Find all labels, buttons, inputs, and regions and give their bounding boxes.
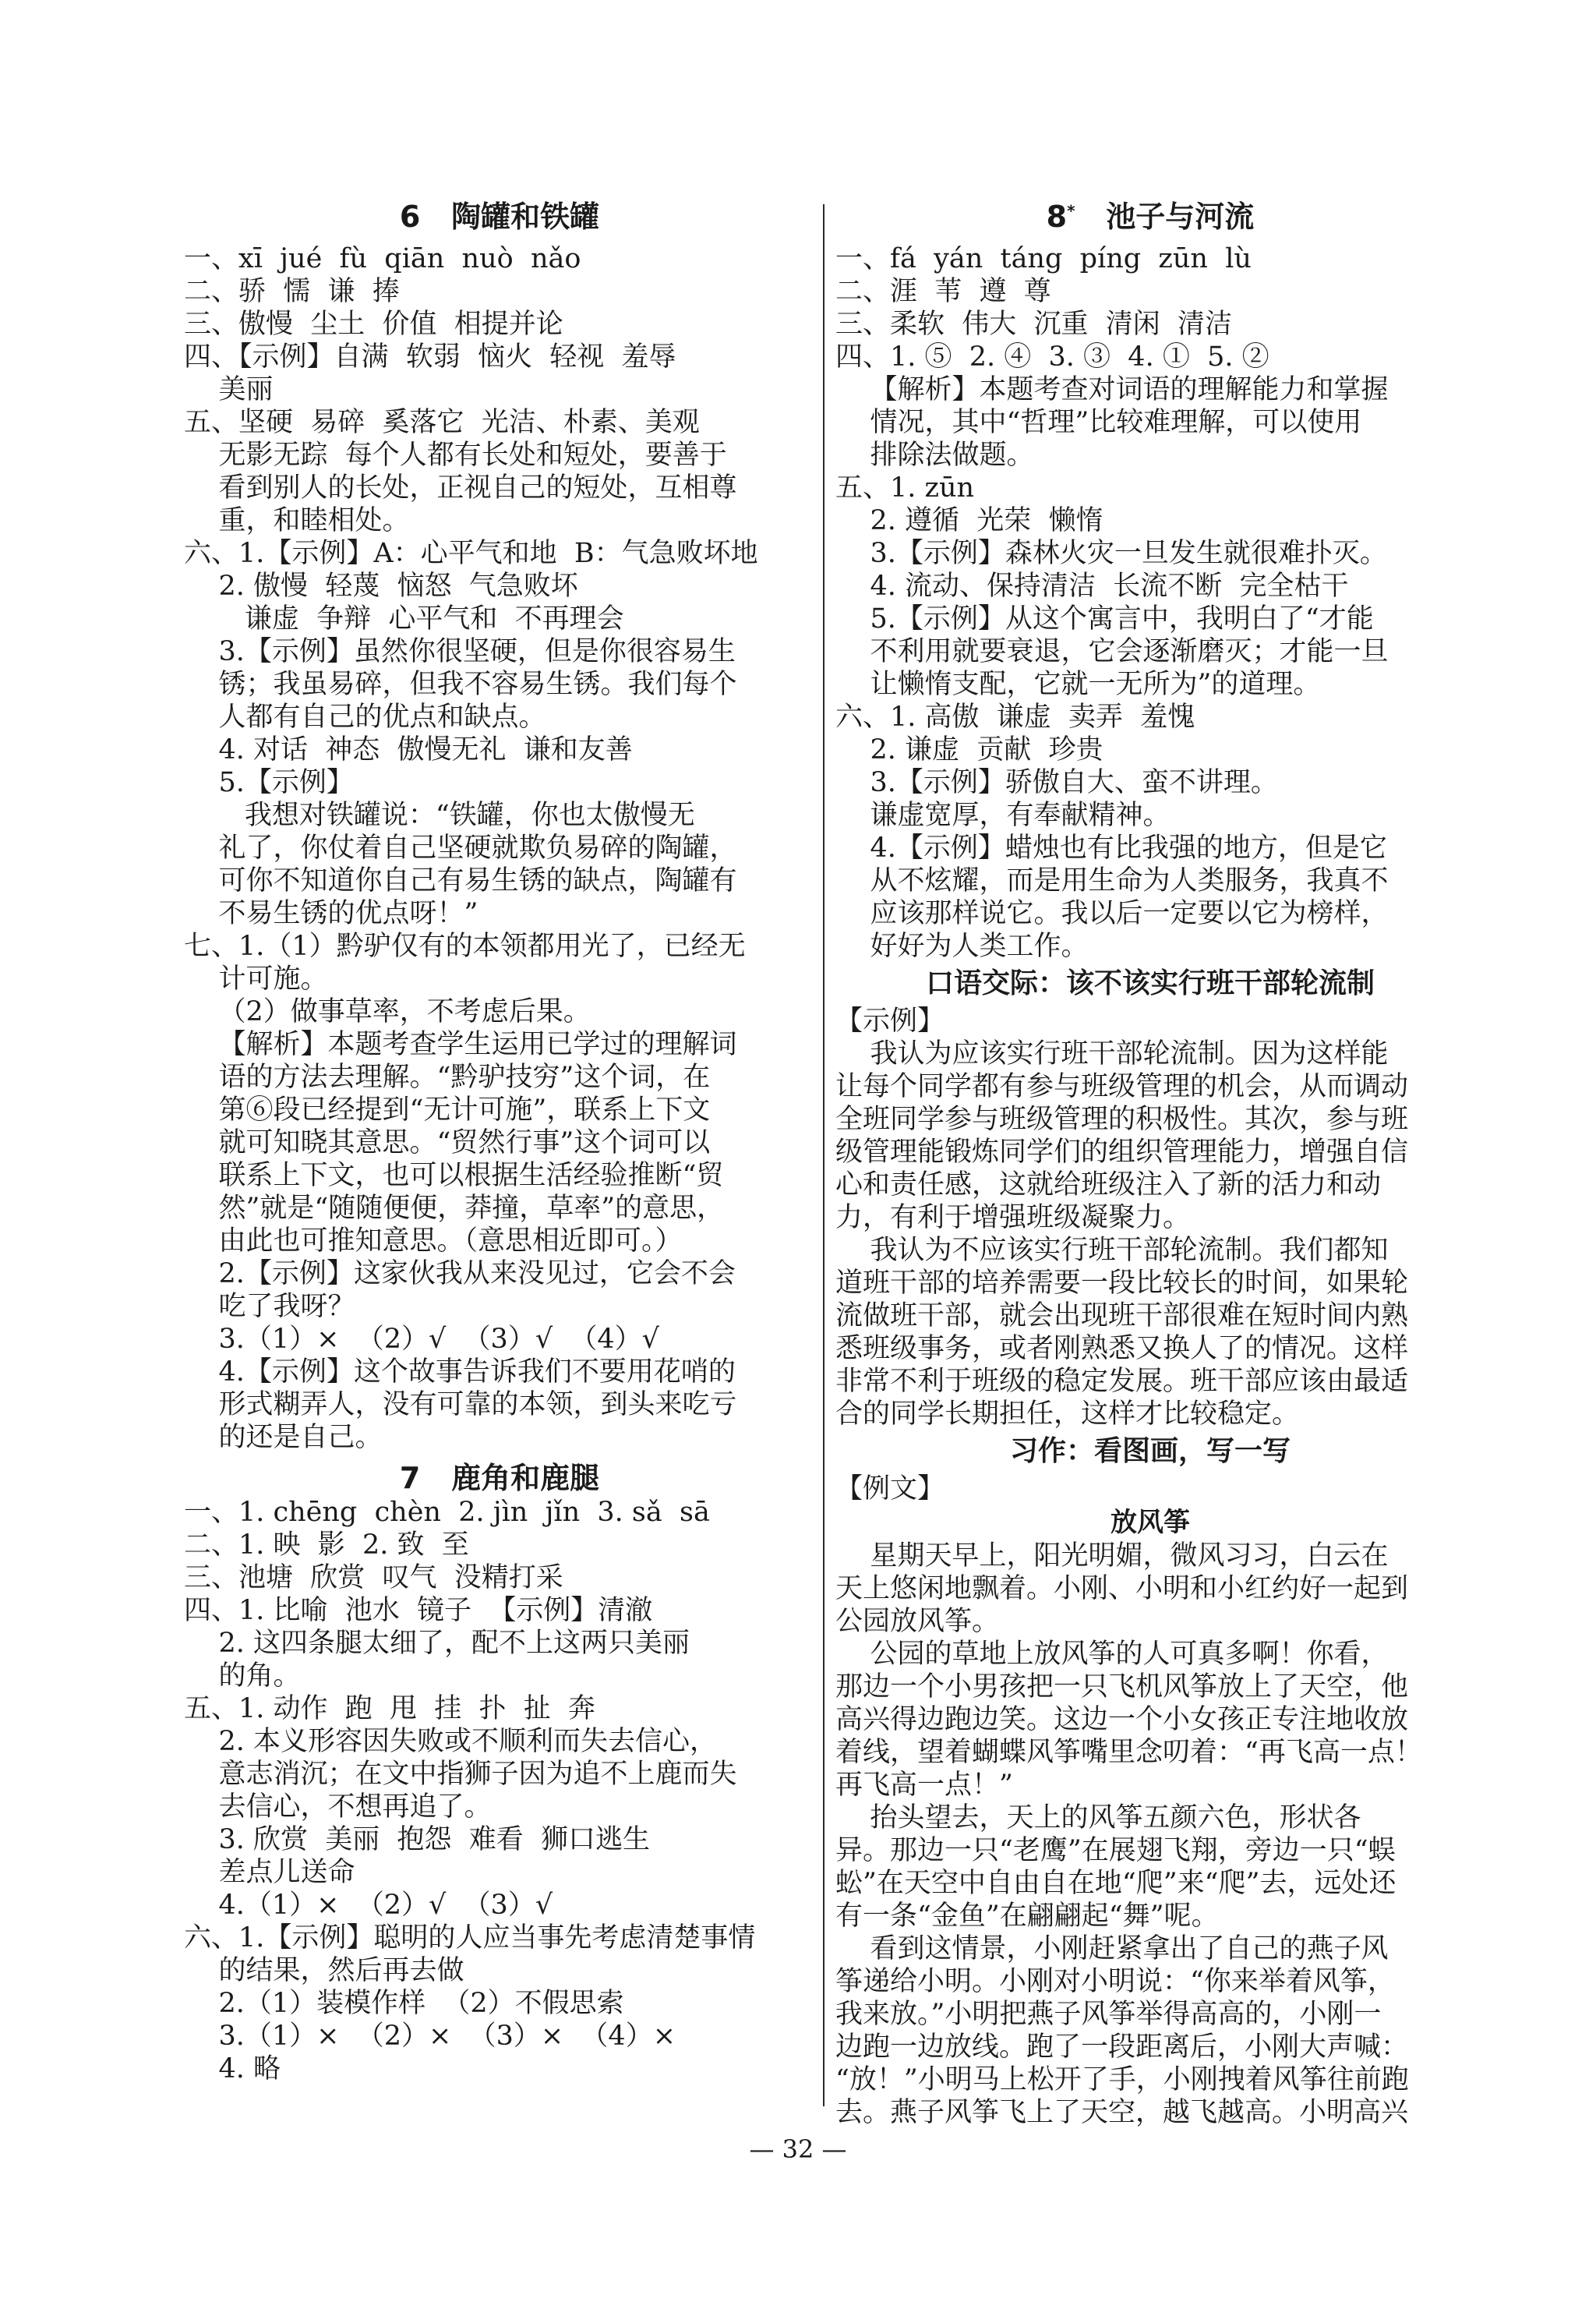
answer-line: 六、1.【示例】聪明的人应当事先考虑清楚事情 xyxy=(184,1922,756,1954)
answer-line: 锈；我虽易碎，但我不容易生锈。我们每个 xyxy=(184,669,737,700)
answer-line: 就可知晓其意思。“贸然行事”这个词可以 xyxy=(184,1127,711,1158)
answer-line: 2. 本义形容因失败或不顺利而失去信心， xyxy=(184,1726,718,1757)
answer-line: 六、1. 高傲 谦虚 卖弄 羞愧 xyxy=(835,702,1195,733)
answer-line: 【解析】本题考查学生运用已学过的理解词 xyxy=(184,1029,737,1060)
lesson-7-name: 鹿角和鹿腿 xyxy=(451,1461,600,1495)
essay-line: 我来放。”小明把燕子风筝举得高高的，小刚一 xyxy=(835,1999,1382,2030)
oral-line: 级管理能锻炼同学们的组织管理能力，增强自信 xyxy=(835,1137,1409,1168)
answer-line: 4. 对话 神态 傲慢无礼 谦和友善 xyxy=(184,734,633,766)
oral-communication-answers xyxy=(835,1005,1465,1430)
oral-line: 心和责任感，这就给班级注入了新的活力和动 xyxy=(835,1169,1382,1200)
answer-line: 语的方法去理解。“黔驴技穷”这个词，在 xyxy=(184,1062,711,1093)
answer-line: 二、涯 苇 遵 尊 xyxy=(835,276,1051,307)
writing-title: 习作：看图画，写一写 xyxy=(1009,1435,1291,1467)
essay-line: 公园的草地上放风筝的人可真多啊！你看， xyxy=(835,1639,1389,1670)
answer-line: 美丽 xyxy=(184,374,274,405)
answer-line: 5.【示例】从这个寓言中，我明白了“才能 xyxy=(835,603,1374,635)
oral-communication-title: 口语交际：该不该实行班干部轮流制 xyxy=(925,967,1375,999)
oral-line: 流做班干部，就会出现班干部很难在短时间内熟 xyxy=(835,1300,1409,1331)
answer-line: 4. 流动、保持清洁 长流不断 完全枯干 xyxy=(835,571,1349,602)
answer-line: 由此也可推知意思。（意思相近即可。） xyxy=(184,1225,683,1257)
essay-title: 放风筝 xyxy=(1110,1507,1190,1538)
oral-line: 让每个同学都有参与班级管理的机会，从而调动 xyxy=(835,1071,1409,1102)
answer-line: 让懒惰支配，它就一无所为”的道理。 xyxy=(835,669,1321,700)
answer-line: 2. 谦虚 贡献 珍贵 xyxy=(835,734,1103,766)
answer-line: 谦虚宽厚，有奉献精神。 xyxy=(835,800,1171,831)
answer-line: 一、1. chēng chèn 2. jìn jǐn 3. sǎ sā xyxy=(184,1497,710,1528)
oral-line: 合的同学长期担任，这样才比较稳定。 xyxy=(835,1398,1300,1430)
answer-line: 四、1. ⑤ 2. ④ 3. ③ 4. ① 5. ② xyxy=(835,341,1269,373)
answer-line: 3.（1）× （2）× （3）× （4）× xyxy=(184,2021,676,2052)
page-number: — 32 — xyxy=(749,2134,847,2164)
essay-line: 再飞高一点！” xyxy=(835,1770,1013,1801)
answer-line: 一、fá yán táng píng zūn lù xyxy=(835,243,1252,274)
essay-line: 异。那边一只“老鹰”在展翅飞翔，旁边一只“蜈 xyxy=(835,1835,1396,1866)
lesson-8-answers xyxy=(835,242,1465,963)
lesson-6-number: 6 xyxy=(399,200,421,234)
answer-line: 2.（1）装模作样 （2）不假思索 xyxy=(184,1988,624,2019)
answer-line: 看到别人的长处，正视自己的短处，互相尊 xyxy=(184,472,737,504)
answer-line: 排除法做题。 xyxy=(835,440,1034,471)
answer-line: 第⑥段已经提到“无计可施”，联系上下文 xyxy=(184,1094,711,1126)
answer-line: 情况，其中“哲理”比较难理解，可以使用 xyxy=(835,407,1362,438)
essay-line: 去。燕子风筝飞上了天空，越飞越高。小明高兴 xyxy=(835,2097,1409,2128)
essay-line: 边跑一边放线。跑了一段距离后，小刚大声喊： xyxy=(835,2031,1409,2063)
essay-line: 天上悠闲地飘着。小刚、小明和小红约好一起到 xyxy=(835,1573,1409,1604)
answer-line: 从不炫耀，而是用生命为人类服务，我真不 xyxy=(835,865,1389,896)
answer-line: 去信心，不想再追了。 xyxy=(184,1791,492,1823)
essay-line: 筝递给小明。小刚对小明说：“你来举着风筝， xyxy=(835,1966,1395,1997)
answer-line: 联系上下文，也可以根据生活经验推断“贸 xyxy=(184,1160,724,1191)
answer-line: 2. 这四条腿太细了，配不上这两只美丽 xyxy=(184,1628,690,1659)
answer-line: 的结果，然后再去做 xyxy=(184,1955,464,1986)
essay-line: 看到这情景，小刚赶紧拿出了自己的燕子风 xyxy=(835,1933,1389,1964)
answer-line: 【解析】本题考查对词语的理解能力和掌握 xyxy=(835,374,1389,405)
answer-line: 不易生锈的优点呀！” xyxy=(184,898,478,929)
answer-line: 差点儿送命 xyxy=(184,1857,355,1888)
essay-line: 公园放风筝。 xyxy=(835,1606,1000,1637)
answer-line: 三、柔软 伟大 沉重 清闲 清洁 xyxy=(835,309,1233,340)
answer-line: 不利用就要衰退，它会逐渐磨灭；才能一旦 xyxy=(835,636,1389,667)
lesson-7-answers xyxy=(184,1496,815,2085)
lesson-6-title xyxy=(184,199,815,235)
answer-line: 三、池塘 欣赏 叹气 没精打采 xyxy=(184,1562,563,1593)
lesson-8-name: 池子与河流 xyxy=(1106,200,1255,234)
answer-line: 应该那样说它。我以后一定要以它为榜样， xyxy=(835,898,1389,929)
answer-line: 3. 欣赏 美丽 抱怨 难看 狮口逃生 xyxy=(184,1824,651,1855)
lesson-6-name: 陶罐和铁罐 xyxy=(451,200,600,234)
answer-line: （2）做事草率，不考虑后果。 xyxy=(184,996,591,1027)
answer-line: 我想对铁罐说：“铁罐，你也太傲慢无 xyxy=(184,800,695,831)
answer-line: 谦虚 争辩 心平气和 不再理会 xyxy=(184,603,624,635)
answer-line: 2. 傲慢 轻蔑 恼怒 气急败坏 xyxy=(184,571,578,602)
answer-line: 四、1. 比喻 池水 镜子 【示例】清澈 xyxy=(184,1595,653,1626)
answer-line: 2.【示例】这家伙我从来没见过，它会不会 xyxy=(184,1258,736,1289)
oral-line: 【示例】 xyxy=(835,1006,945,1037)
answer-line: 五、1. zūn xyxy=(835,472,975,504)
answer-line: 4. 略 xyxy=(184,2053,281,2084)
answer-line: 七、1.（1）黔驴仅有的本领都用光了，已经无 xyxy=(184,931,746,962)
essay-line: 抬头望去，天上的风筝五颜六色，形状各 xyxy=(835,1802,1361,1833)
answer-line: 二、骄 懦 谦 捧 xyxy=(184,276,400,307)
answer-line: 四、【示例】自满 软弱 恼火 轻视 羞辱 xyxy=(184,341,676,373)
answer-line: 4.【示例】蜡烛也有比我强的地方，但是它 xyxy=(835,833,1387,864)
lesson-7-number: 7 xyxy=(399,1461,421,1495)
answer-line: 然”就是“随随便便，莽撞，草率”的意思， xyxy=(184,1193,725,1224)
lesson-6-answers xyxy=(184,242,815,1454)
essay-line: 蚣”在天空中自由自在地“爬”来“爬”去，远处还 xyxy=(835,1868,1396,1899)
answer-line: 5.【示例】 xyxy=(184,767,354,798)
answer-line: 意志消沉；在文中指狮子因为追不上鹿而失 xyxy=(184,1759,737,1790)
essay-body xyxy=(835,1540,1465,2129)
lesson-8-title xyxy=(835,199,1465,235)
answer-line: 二、1. 映 影 2. 致 至 xyxy=(184,1529,469,1561)
answer-line: 五、坚硬 易碎 奚落它 光洁、朴素、美观 xyxy=(184,407,700,438)
answer-line: 五、1. 动作 跑 甩 挂 扑 扯 奔 xyxy=(184,1693,596,1724)
answer-line: 形式糊弄人，没有可靠的本领，到头来吃亏 xyxy=(184,1389,737,1420)
answer-line: 礼了，你仗着自己坚硬就欺负易碎的陶罐， xyxy=(184,833,737,864)
answer-line: 一、xī jué fù qiān nuò nǎo xyxy=(184,243,581,274)
answer-line: 重，和睦相处。 xyxy=(184,505,410,536)
answer-line: 三、傲慢 尘土 价值 相提并论 xyxy=(184,309,563,340)
answer-line: 人都有自己的优点和缺点。 xyxy=(184,702,546,733)
answer-line: 3.【示例】骄傲自大、蛮不讲理。 xyxy=(835,767,1278,798)
oral-line: 悉班级事务，或者刚熟悉又换人了的情况。这样 xyxy=(835,1333,1409,1364)
answer-line: 2. 遵循 光荣 懒惰 xyxy=(835,505,1103,536)
left-column xyxy=(184,199,815,2085)
answer-line: 六、1.【示例】A：心平气和地 B：气急败坏地 xyxy=(184,538,758,569)
essay-line: 星期天早上，阳光明媚，微风习习，白云在 xyxy=(835,1540,1389,1572)
oral-line: 我认为不应该实行班干部轮流制。我们都知 xyxy=(835,1235,1389,1266)
essay-line: 那边一个小男孩把一只飞机风筝放上了天空，他 xyxy=(835,1671,1409,1703)
oral-line: 我认为应该实行班干部轮流制。因为这样能 xyxy=(835,1038,1389,1070)
essay-line: 有一条“金鱼”在翩翩起“舞”呢。 xyxy=(835,1901,1219,1932)
answer-line: 吃了我呀？ xyxy=(184,1291,355,1322)
optional-lesson-star: * xyxy=(1067,201,1075,221)
answer-line: 好好为人类工作。 xyxy=(835,931,1089,962)
answer-line: 的角。 xyxy=(184,1660,301,1692)
essay-line: 着线，望着蝴蝶风筝嘴里念叨着：“再飞高一点！ xyxy=(835,1737,1422,1768)
oral-line: 道班干部的培养需要一段比较长的时间，如果轮 xyxy=(835,1268,1409,1299)
oral-line: 全班同学参与班级管理的积极性。其次，参与班 xyxy=(835,1104,1409,1135)
answer-line: 3.（1）× （2）√ （3）√ （4）√ xyxy=(184,1324,659,1355)
example-label: 【例文】 xyxy=(835,1473,945,1505)
lesson-8-number: 8 xyxy=(1046,200,1068,234)
answer-line: 无影无踪 每个人都有长处和短处，要善于 xyxy=(184,440,727,471)
essay-line: “放！”小明马上松开了手，小刚拽着风筝往前跑 xyxy=(835,2064,1409,2095)
right-column xyxy=(835,199,1465,2129)
answer-line: 计可施。 xyxy=(184,964,328,995)
essay-line: 高兴得边跑边笑。这边一个小女孩正专注地收放 xyxy=(835,1704,1409,1735)
answer-line: 3.【示例】虽然你很坚硬，但是你很容易生 xyxy=(184,636,736,667)
answer-line: 3.【示例】森林火灾一旦发生就很难扑灭。 xyxy=(835,538,1387,569)
answer-line: 4.【示例】这个故事告诉我们不要用花哨的 xyxy=(184,1356,736,1388)
lesson-7-title xyxy=(184,1460,815,1496)
answer-line: 4.（1）× （2）√ （3）√ xyxy=(184,1890,553,1921)
column-divider xyxy=(823,204,824,2106)
answer-line: 可你不知道你自己有易生锈的缺点，陶罐有 xyxy=(184,865,737,896)
oral-line: 力，有利于增强班级凝聚力。 xyxy=(835,1202,1191,1233)
answer-line: 的还是自己。 xyxy=(184,1422,383,1453)
oral-line: 非常不利于班级的稳定发展。班干部应该由最适 xyxy=(835,1366,1409,1397)
